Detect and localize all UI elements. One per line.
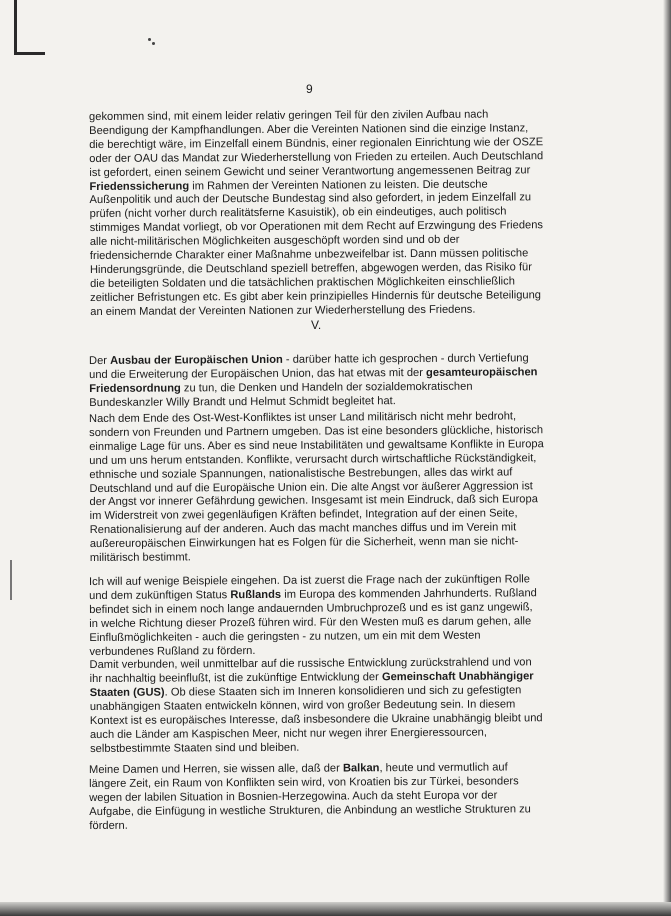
bold-term: Rußlands xyxy=(230,588,282,602)
bold-term: gesamteuropäischen Friedensordnung xyxy=(89,366,538,395)
bold-term: Balkan xyxy=(342,762,380,775)
scan-right-edge xyxy=(663,0,671,916)
paragraph-friedenssicherung: gekommen sind, mit einem leider relativ geringen Teil für den zivilen Aufbau nach Beendigung der Kampfhandlungen. Aber die Vereinten Nationen sind die einzige Instanz, die berechtigt wäre, im Einzelfall einem Bündnis, einer regionalen Einrichtung wie der OSZE oder der OAU das Mandat zur Wiederherstellung von Frieden zu erteilen. Auch Deutschland ist gefordert, einen seinem Gewicht und seiner Verantwortung angemessenen Beitrag zur Friedenssicherung im Rahmen der Vereinten Nationen zu leisten. Die deutsche Außenpolitik und auch der Deutsche Bundestag sind also gefordert, in jedem Einzelfall zu prüfen (nicht vorher durch realitätsferne Kasuistik), ob ein eindeutiges, auch politisch stimmiges Mandat vorliegt, ob vor Operationen mit dem Recht auf Erzwingung des Friedens alle nicht-militärischen Möglichkeiten ausgeschöpft worden sind und ob der friedensichernde Charakter einer Maßnahme unbezweifelbar ist. Dann müssen politische Hinderungsgründe, die Deutschland speziell betreffen, abgewogen werden, das Risiko für die beteiligten Soldaten und die tatsächlichen praktischen Möglichkeiten einschließlich zeitlicher Befristungen etc. Es gibt aber kein prinzipielles Hindernis für deutsche Beteiligung an einem Mandat der Vereinten Nationen zur Wiederherstellung des Friedens. xyxy=(89,108,544,318)
bold-term: Gemeinschaft Unabhängiger Staaten (GUS) xyxy=(89,670,534,700)
paragraph-europaeische-union: Der Ausbau der Europäischen Union - darüber hatte ich gesprochen - durch Vertiefung und die Erweiterung der Europäischen Union, das hat etwas mit der gesamteuropäischen Friedensordnung zu tun, die Denken und Handeln der sozialdemokratischen Bundeskanzler Willy Brandt und Helmut Schmidt begleitet hat. xyxy=(89,352,538,409)
bold-term: Friedenssicherung xyxy=(89,179,190,193)
section-heading: V. xyxy=(311,318,322,332)
bold-term: Ausbau der Europäischen Union xyxy=(110,353,283,367)
paragraph-balkan: Meine Damen und Herren, sie wissen alle, daß der Balkan, heute und vermutlich auf längere Zeit, ein Raum von Konflikten sein wird, von Kroatien bis zur Türkei, besonders wegen der labilen Situation in Bosnien-Herzegowina. Auch da steht Europa vor der Aufgabe, die Einfügung in westliche Strukturen, die Anbindung an westliche Strukturen zu fördern. xyxy=(89,761,531,832)
paragraph-ost-west-konflikt: Nach dem Ende des Ost-West-Konfliktes ist unser Land militärisch nicht mehr bedroht, sondern von Freunden und Partnern umgeben. Das ist eine besonders glückliche, historisch einmalige Lage für uns. Aber es sind neue Instabilitäten und gewaltsame Konflikte in Europa und um uns herum entstanden. Konflikte, verursacht durch wirtschaftliche Rückständigkeit, ethnische und soziale Spannungen, nationalistische Bestrebungen, alles das wirkt auf Deutschland und auf die Europäische Union ein. Die alte Angst vor äußerer Aggression ist der Angst vor innerer Gefährdung gewichen. Insgesamt ist mein Eindruck, daß sich Europa im Widerstreit von zwei gegenläufigen Kräften befindet, Integration auf der einen Seite, Renationalisierung auf der anderen. Auch das macht manches diffus und im Verein mit außereuropäischen Einwirkungen hat es Folgen für die Sicherheit, wenn man sie nicht-militärisch bestimmt. xyxy=(89,410,544,565)
page-number: 9 xyxy=(306,82,313,96)
scan-speck xyxy=(10,560,12,600)
scan-speck xyxy=(152,42,155,45)
scan-corner-mark xyxy=(14,0,45,55)
scan-speck xyxy=(148,38,151,41)
paragraph-russland-gus: Ich will auf wenige Beispiele eingehen. Da ist zuerst die Frage nach der zukünftigen Rolle und dem zukünftigen Status Rußlands im Europa des kommenden Jahrhunderts. Rußland befindet sich in einem noch lange andauernden Umbruchprozeß und es ist ganz ungewiß, in welche Richtung dieser Prozeß führen wird. Für den Westen muß es darum gehen, alle Einflußmöglichkeiten - auch die geringsten - zu nutzen, um ein mit dem Westen verbundenes Rußland zu fördern. Damit verbunden, weil unmittelbar auf die russische Entwicklung zurückstrahlend und von ihr nachhaltig beeinflußt, ist die zukünftige Entwicklung der Gemeinschaft Unabhängiger Staaten (GUS). Ob diese Staaten sich im Inneren konsolidieren und sich zu gefestigten unabhängigen Staaten entwickeln können, wird von großer Bedeutung sein. In diesem Kontext ist es europäisches Interesse, daß insbesondere die Ukraine unabhängig bleibt und auch die Länder am Kaspischen Meer, nicht nur wegen ihrer Energieressourcen, selbstbestimmte Staaten sind und bleiben. xyxy=(89,573,543,755)
scan-bottom-edge xyxy=(0,902,671,916)
